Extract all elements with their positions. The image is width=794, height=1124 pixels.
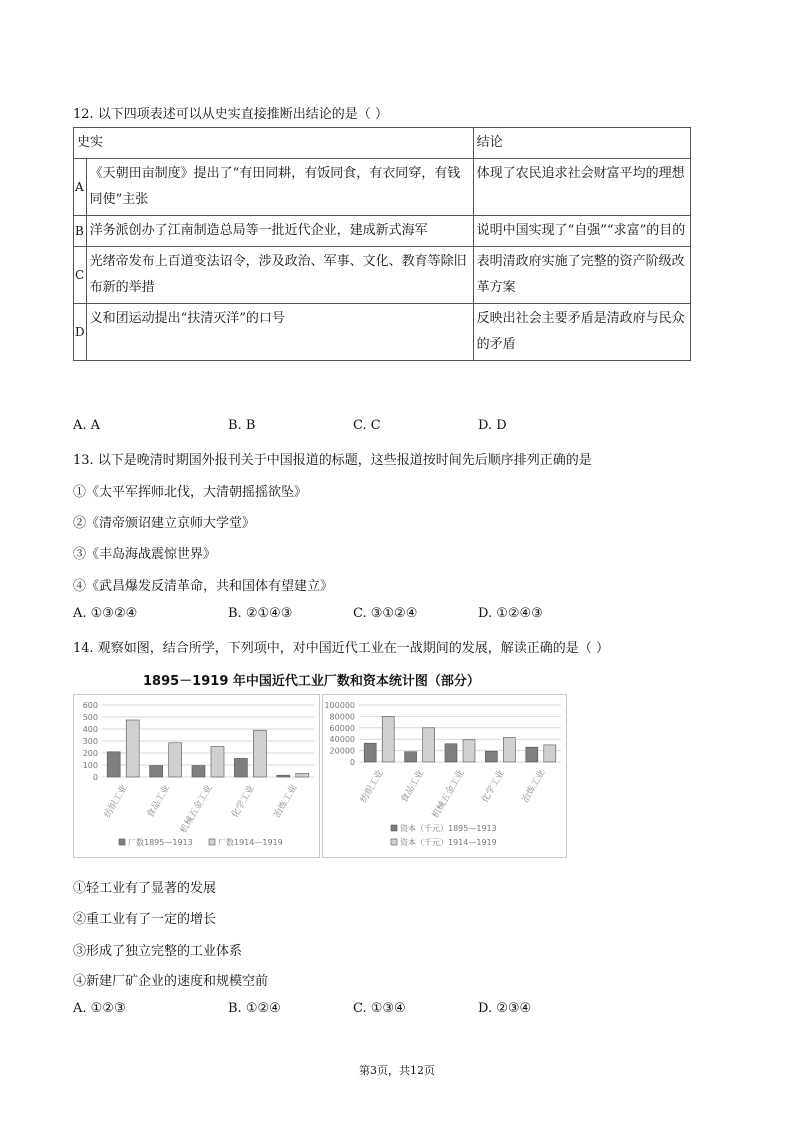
y-tick-label: 40000 [329,735,355,745]
q13-item: ①《太平军挥师北伐，大清朝摇摇欲坠》 [73,485,308,500]
chart-title: 1895－1919 年中国近代工业厂数和资本统计图（部分） [143,674,480,689]
legend-swatch [209,839,215,845]
page-footer: 第3页，共12页 [359,1064,435,1077]
q12-header-conclusion: 结论 [473,128,690,159]
x-tick-label: 机械五金工业 [430,768,467,821]
bar [382,716,394,762]
q12-row-conclusion: 表明清政府实施了完整的资产阶级改革方案 [473,247,690,304]
bar [253,730,266,777]
y-tick-label: 60000 [329,723,355,733]
x-tick-label: 冶炼工业 [272,783,300,820]
bar [526,747,538,762]
x-tick-label: 纺织工业 [359,768,386,805]
chart-panel-capital [322,694,567,858]
bar [445,744,457,762]
q14-item: ①轻工业有了显著的发展 [73,881,217,896]
bar [544,745,556,762]
legend-swatch [119,839,125,845]
q14-stem: 14. 观察如图，结合所学，下列项中，对中国近代工业在一战期间的发展，解读正确的是（ ） [73,641,609,656]
q12-option-c[interactable]: C. C [353,418,381,433]
bar [423,728,435,762]
q12-row-fact: 光绪帝发布上百道变法诏令，涉及政治、军事、文化、教育等除旧布新的举措 [86,247,473,304]
bar [107,752,120,777]
legend-swatch [391,825,397,831]
q13-option-c[interactable]: C. ③①②④ [353,606,418,621]
q13-item: ②《清帝颁诏建立京师大学堂》 [73,516,256,531]
bar [192,766,205,777]
y-tick-label: 300 [82,737,98,746]
q12-row-fact: 义和团运动提出“扶清灭洋”的口号 [86,304,473,361]
q12-option-a[interactable]: A. A [73,418,101,433]
q12-row-label: A [74,159,87,216]
x-tick-label: 纺织工业 [103,783,130,820]
legend-label: 厂数1895—1913 [128,838,193,847]
q13-item: ③《丰岛海战震惊世界》 [73,547,217,562]
y-tick-label: 0 [92,773,98,782]
bar [277,775,290,777]
q13-option-a[interactable]: A. ①③②④ [73,606,138,621]
bar [485,751,497,762]
q14-option-b[interactable]: B. ①②④ [228,1001,281,1016]
y-tick-label: 80000 [329,712,355,722]
q12-row-label: D [74,304,87,361]
bar [150,766,163,777]
x-tick-label: 食品工业 [145,783,173,820]
legend-label: 资本（千元）1895—1913 [400,824,497,833]
bar [126,720,139,777]
q12-row-conclusion: 体现了农民追求社会财富平均的理想 [473,159,690,216]
legend-label: 厂数1914—1919 [218,838,283,847]
y-tick-label: 0 [349,758,355,767]
q12-row-fact: 洋务派创办了江南制造总局等一批近代企业，建成新式海军 [86,216,473,247]
q14-item: ②重工业有了一定的增长 [73,912,217,927]
y-tick-label: 200 [82,749,98,758]
q12-row-fact: 《天朝田亩制度》提出了“有田同耕，有饭同食，有衣同穿，有钱同使”主张 [86,159,473,216]
q12-header-fact: 史实 [74,128,474,159]
x-tick-label: 食品工业 [399,768,427,805]
q14-item: ③形成了独立完整的工业体系 [73,944,243,959]
x-tick-label: 化学工业 [480,768,507,805]
q12-row-conclusion: 反映出社会主要矛盾是清政府与民众的矛盾 [473,304,690,361]
y-tick-label: 400 [82,725,98,734]
capital-chart [323,695,566,857]
q12-row-conclusion: 说明中国实现了“自强”“求富”的目的 [473,216,690,247]
bar [405,752,417,762]
bar [234,758,247,777]
q12-option-d[interactable]: D. D [478,418,507,433]
bar [211,746,224,777]
y-tick-label: 100 [82,761,98,770]
y-tick-label: 100000 [324,701,355,710]
q12-option-b[interactable]: B. B [228,418,256,433]
legend-label: 资本（千元）1914—1919 [400,838,497,847]
bar [463,740,475,762]
q12-table [73,127,691,361]
factory-count-chart [74,695,319,857]
x-tick-label: 冶炼工业 [520,768,548,805]
legend-swatch [391,839,397,845]
q14-item: ④新建厂矿企业的速度和规模空前 [73,974,269,989]
y-tick-label: 500 [82,713,98,722]
bar [503,737,515,762]
bar [296,773,309,777]
x-tick-label: 机械五金工业 [178,783,215,836]
q13-item: ④《武昌爆发反清革命，共和国体有望建立》 [73,579,334,594]
q12-row-label: B [74,216,87,247]
bar [169,743,182,777]
q14-option-a[interactable]: A. ①②③ [73,1001,126,1016]
bar [364,743,376,762]
chart-panel-factories [73,694,320,858]
x-tick-label: 化学工业 [230,783,257,820]
y-tick-label: 600 [82,701,98,710]
q14-option-d[interactable]: D. ②③④ [478,1001,532,1016]
q12-row-label: C [74,247,87,304]
q13-option-d[interactable]: D. ①②④③ [478,606,543,621]
q13-stem: 13. 以下是晚清时期国外报刊关于中国报道的标题，这些报道按时间先后顺序排列正确的是 [73,453,592,468]
q14-option-c[interactable]: C. ①③④ [353,1001,406,1016]
q12-stem: 12. 以下四项表述可以从史实直接推断出结论的是（ ） [73,107,388,122]
q13-option-b[interactable]: B. ②①④③ [228,606,293,621]
y-tick-label: 20000 [329,746,355,756]
